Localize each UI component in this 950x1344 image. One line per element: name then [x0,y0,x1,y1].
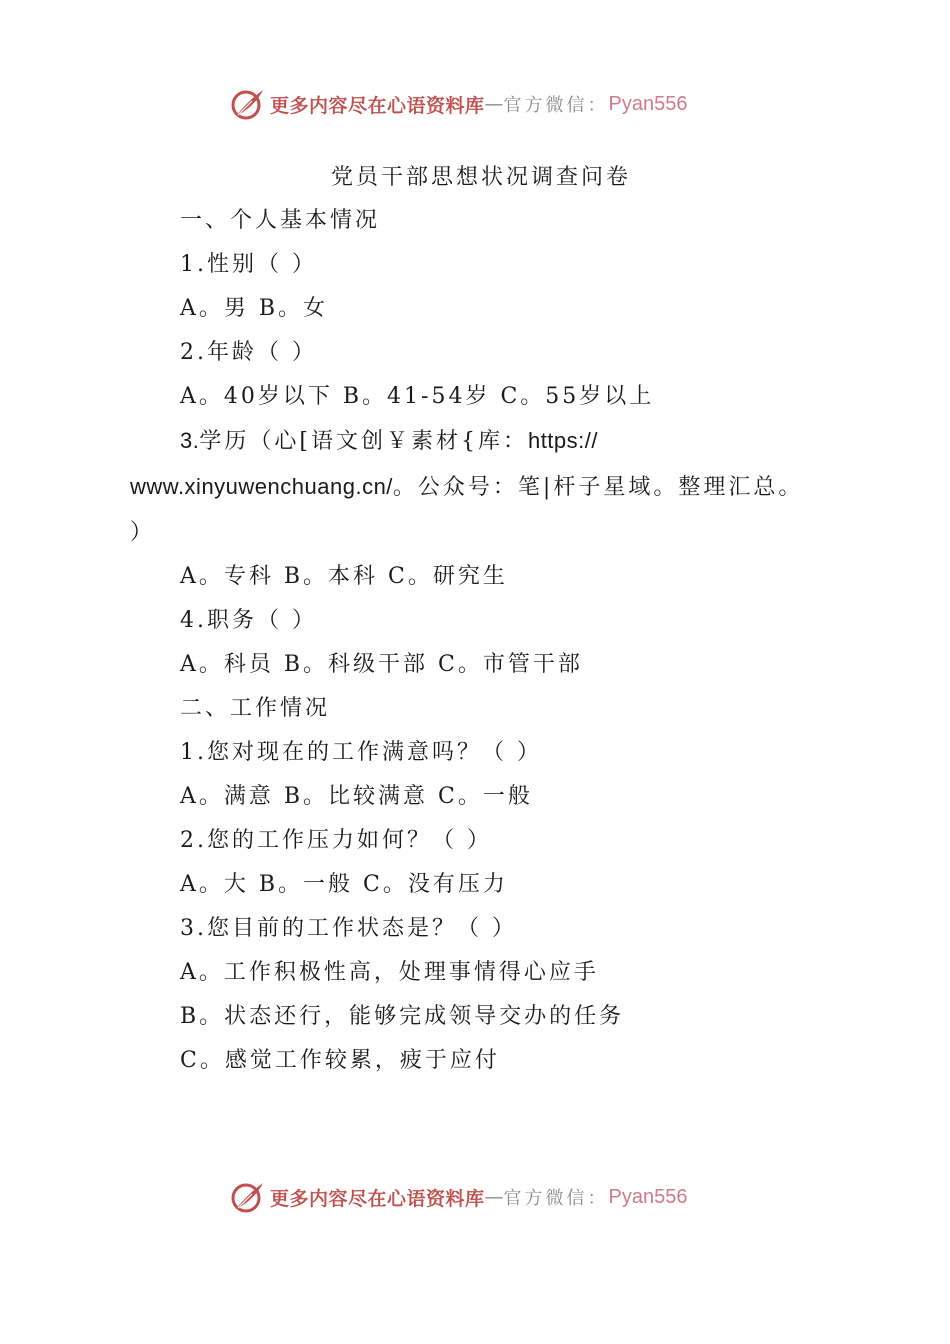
question-position: 4.职务（ ） [180,608,317,633]
banner-official-label: 官方微信： [503,95,609,116]
quill-pen-circle-icon [230,86,266,122]
banner-dash: — [484,93,504,115]
options-pressure: A。大 B。一般 C。没有压力 [180,872,508,897]
question-education-continued [130,472,803,503]
options-gender: A。男 B。女 [180,296,329,321]
options-position: A。科员 B。科级干部 C。市管干部 [180,652,583,677]
question-gender: 1.性别（ ） [180,252,317,277]
options-satisfaction: A。满意 B。比较满意 C。一般 [180,784,533,809]
question-education-close: ） [130,520,156,545]
banner-wechat-id: Pyan556 [608,1185,688,1208]
option-work-state-c: C。感觉工作较累，疲于应付 [180,1048,500,1073]
header-banner [230,84,687,124]
section-heading-personal: 一、个人基本情况 [180,208,381,233]
banner-official-label: 官方微信： [503,1188,609,1209]
banner-wechat-id: Pyan556 [608,92,688,115]
question-education-text: 学历（心[语文创￥素材{库： [199,429,528,454]
footer-banner [230,1177,687,1217]
url-link-start[interactable]: https:// [527,428,598,453]
section-heading-work: 二、工作情况 [180,696,331,721]
question-pressure: 2.您的工作压力如何？（ ） [180,828,492,853]
question-number: 3. [180,428,200,453]
banner-main-text: 更多内容尽在心语资料库 [270,94,485,117]
question-education-tail: 。公众号：笔|杆子星域。整理汇总。 [392,475,804,500]
url-link[interactable]: www.xinyuwenchuang.cn/ [130,474,393,499]
question-satisfaction: 1.您对现在的工作满意吗？（ ） [180,740,542,765]
options-education: A。专科 B。本科 C。研究生 [180,564,508,589]
banner-main-text: 更多内容尽在心语资料库 [270,1187,485,1210]
question-education [180,426,598,457]
banner-dash: — [484,1186,504,1208]
option-work-state-a: A。工作积极性高，处理事情得心应手 [180,960,599,985]
options-age: A。40岁以下 B。41-54岁 C。55岁以上 [180,384,655,409]
option-work-state-b: B。状态还行，能够完成领导交办的任务 [180,1004,625,1029]
question-age: 2.年龄（ ） [180,340,317,365]
document-title: 党员干部思想状况调查问卷 [330,165,631,190]
quill-pen-circle-icon [230,1179,266,1215]
question-work-state: 3.您目前的工作状态是？（ ） [180,916,517,941]
